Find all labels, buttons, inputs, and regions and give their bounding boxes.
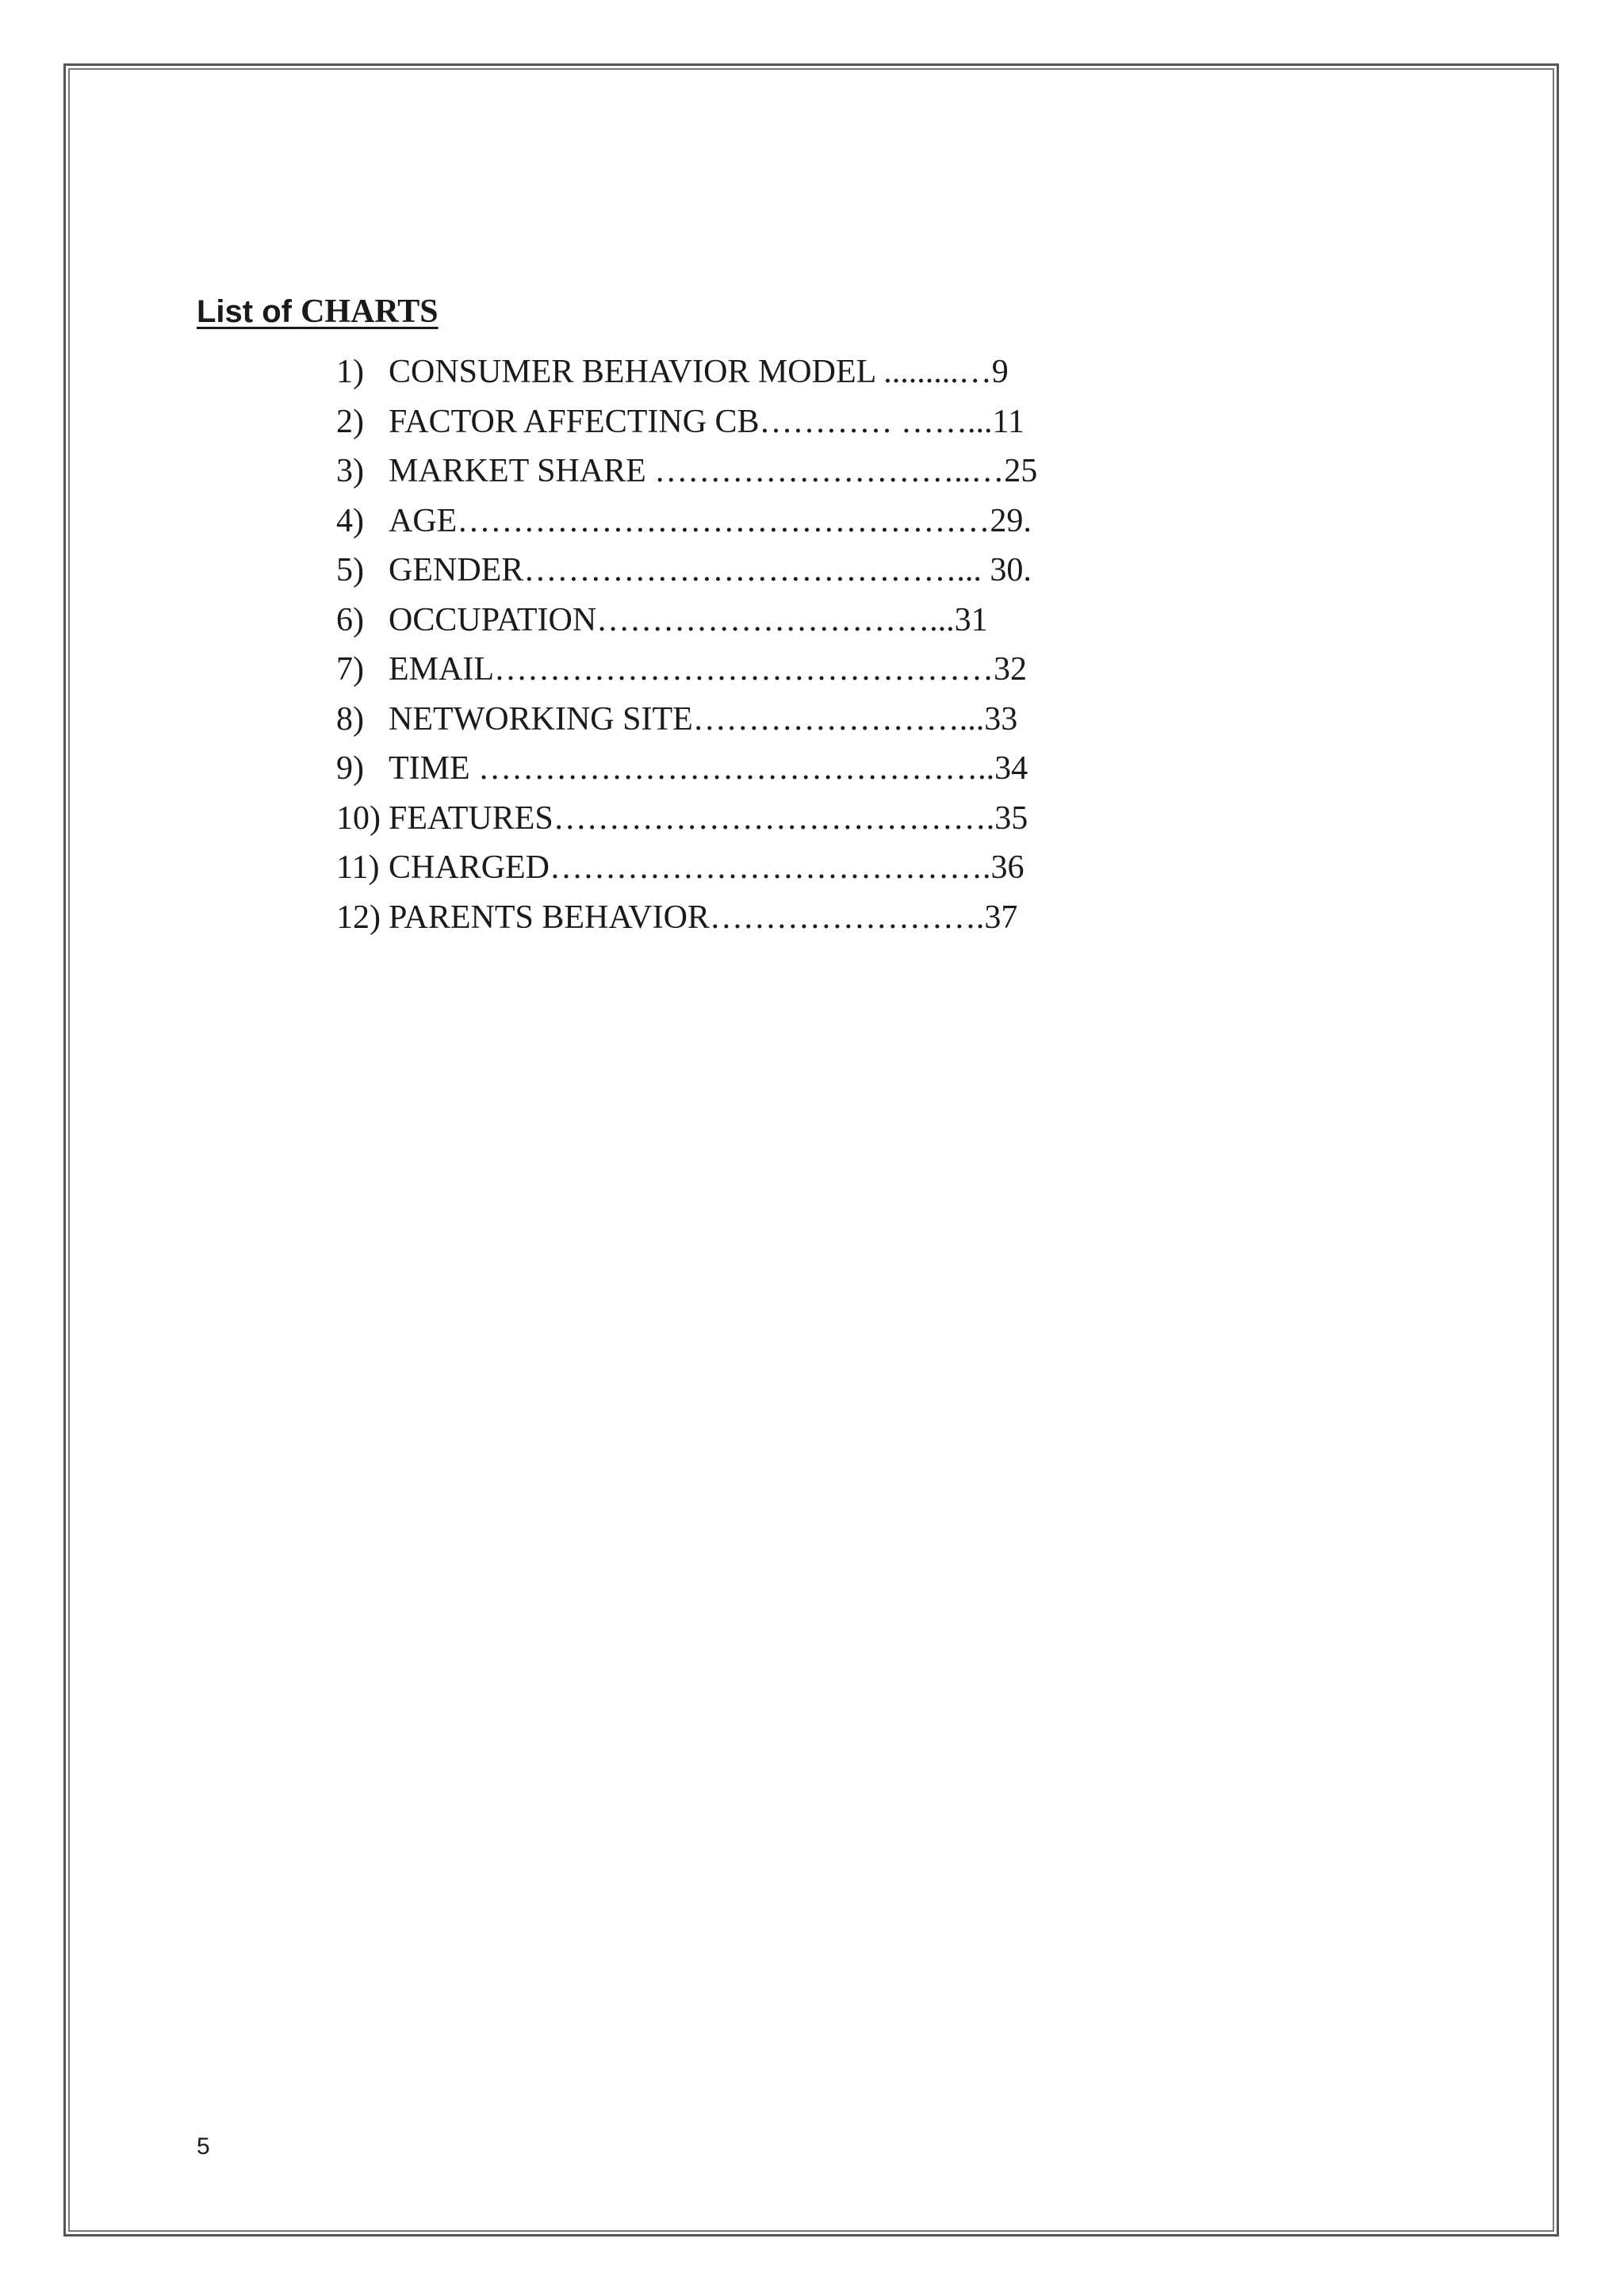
chart-number: 2) (336, 403, 364, 440)
chart-number: 9) (336, 750, 364, 787)
page-number: 5 (197, 2133, 210, 2160)
chart-entry-text: GENDER…………………………………... 30. (389, 552, 1032, 588)
chart-entry-text: EMAIL………………………………………32 (389, 651, 1027, 688)
chart-entry-text: FACTOR AFFECTING CB………… ……...11 (389, 403, 1025, 440)
chart-entry-text: OCCUPATION…………………………...31 (389, 601, 988, 638)
chart-number: 12) (336, 899, 381, 936)
list-heading-main: CHARTS (301, 293, 439, 330)
chart-list-item[interactable] (336, 596, 1037, 646)
chart-entry-text: PARENTS BEHAVIOR…………………….37 (389, 899, 1018, 936)
chart-list-item[interactable] (336, 893, 1037, 943)
list-heading-prefix: List of (197, 294, 301, 329)
chart-list-item[interactable] (336, 546, 1037, 596)
chart-entry-text: NETWORKING SITE……………………...33 (389, 700, 1018, 738)
chart-entry-text: CHARGED………………………………….36 (389, 849, 1025, 886)
chart-list (336, 347, 1037, 942)
chart-list-item[interactable] (336, 397, 1037, 447)
chart-entry-text: CONSUMER BEHAVIOR MODEL .........…9 (389, 354, 1009, 390)
chart-number: 4) (336, 502, 364, 539)
chart-number: 10) (336, 799, 381, 837)
chart-number: 11) (336, 849, 380, 886)
chart-list-item[interactable] (336, 496, 1037, 546)
chart-entry-text: MARKET SHARE ………………………..…25 (389, 453, 1038, 489)
chart-list-item[interactable] (336, 794, 1037, 844)
chart-number: 7) (336, 651, 364, 688)
chart-entry-text: AGE…………………………………………29. (389, 502, 1032, 539)
chart-list-item[interactable] (336, 347, 1037, 397)
chart-list-item[interactable] (336, 843, 1037, 893)
chart-list-item[interactable] (336, 695, 1037, 745)
list-heading (197, 295, 439, 328)
chart-number: 6) (336, 601, 364, 638)
chart-list-item[interactable] (336, 645, 1037, 695)
chart-list-item[interactable] (336, 744, 1037, 794)
chart-number: 5) (336, 552, 364, 588)
chart-number: 8) (336, 700, 364, 738)
chart-number: 1) (336, 354, 364, 390)
chart-number: 3) (336, 453, 364, 489)
chart-entry-text: FEATURES………………………………….35 (389, 799, 1028, 837)
chart-list-item[interactable] (336, 447, 1037, 496)
chart-entry-text: TIME ………………………………………..34 (389, 750, 1028, 787)
